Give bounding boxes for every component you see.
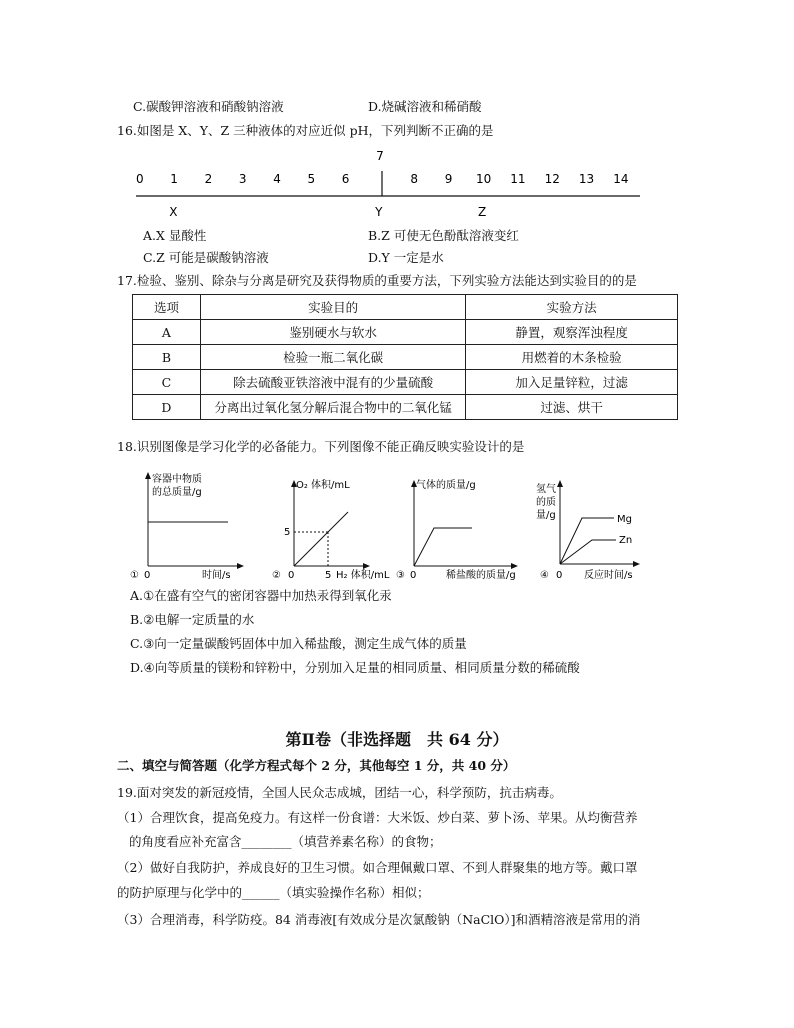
- table-cell: 除去硫酸亚铁溶液中混有的少量硫酸: [200, 370, 465, 395]
- q16-option-a: A.X 显酸性: [143, 228, 207, 243]
- graph-4-line-mg: [560, 518, 614, 564]
- q16-stem: 16.如图是 X、Y、Z 三种液体的对应近似 pH，下列判断不正确的是: [117, 123, 494, 138]
- graph-3-origin: 0: [410, 570, 417, 581]
- table-header: 选项: [133, 295, 201, 320]
- q19-part-1: （1）合理饮食，提高免疫力。有这样一份食谱：大米饭、炒白菜、萝卜汤、苹果。从均衡营养: [117, 810, 638, 825]
- graph-2: [270, 476, 400, 584]
- arrow-icon: [363, 563, 370, 569]
- arrow-icon: [145, 472, 151, 479]
- q19-stem: 19.面对突发的新冠疫情，全国人民众志成城，团结一心，科学预防，抗击病毒。: [117, 785, 562, 800]
- table-cell: 过滤、烘干: [466, 395, 678, 420]
- ph-tick-label: 10: [476, 172, 492, 186]
- graph-1-origin: 0: [144, 570, 151, 581]
- ph-tick-label: 8: [410, 172, 419, 186]
- arrow-icon: [511, 563, 518, 569]
- q18-option-b: B.②电解一定质量的水: [130, 612, 255, 627]
- q18-option-d: D.④向等质量的镁粉和锌粉中，分别加入足量的相同质量、相同质量分数的稀硫酸: [130, 660, 580, 675]
- q17-stem: 17.检验、鉴别、除杂与分离是研究及获得物质的重要方法，下列实验方法能达到实验目的的是: [117, 273, 637, 288]
- graph-1-ylabel: 容器中物质: [152, 474, 202, 485]
- graph-4-line-zn: [560, 540, 616, 564]
- table-row: [133, 345, 678, 370]
- table-cell: D: [133, 395, 201, 420]
- table-cell: C: [133, 370, 201, 395]
- q19-part-2-cont: 的防护原理与化学中的______（填实验操作名称）相似；: [117, 885, 430, 900]
- q16-option-c: C.Z 可能是碳酸钠溶液: [143, 250, 269, 265]
- ph-point-label: X: [169, 205, 178, 219]
- q19-part-3: （3）合理消毒，科学防疫。84 消毒液[有效成分是次氯酸钠（NaClO）]和酒精溶液是常用的消: [117, 912, 641, 927]
- ph-scale: [120, 145, 660, 225]
- table-header: 实验方法: [466, 295, 678, 320]
- graph-4-origin: 0: [556, 570, 563, 581]
- ph-tick-label: 6: [341, 172, 350, 186]
- q18-stem: 18.识别图像是学习化学的必备能力。下列图像不能正确反映实验设计的是: [117, 439, 525, 454]
- graph-4: [536, 478, 646, 584]
- q18-option-c: C.③向一定量碳酸钙固体中加入稀盐酸，测定生成气体的质量: [130, 636, 467, 651]
- table-cell: 分离出过氧化氢分解后混合物中的二氧化锰: [200, 395, 465, 420]
- arrow-icon: [557, 480, 563, 487]
- graph-4-series-mg: Mg: [617, 514, 632, 525]
- ph-tick-label: 14: [613, 172, 629, 186]
- graph-2-origin: 0: [288, 570, 295, 581]
- graph-4-ylabel: 量/g: [536, 510, 556, 521]
- q17-table: [132, 294, 678, 420]
- table-cell: 鉴别硬水与软水: [200, 320, 465, 345]
- graph-3-ylabel: 气体的质量/g: [416, 480, 476, 491]
- graph-2-ytick: 5: [284, 527, 291, 538]
- q18-option-a: A.①在盛有空气的密闭容器中加热汞得到氧化汞: [130, 588, 392, 603]
- ph-tick-label: 7: [376, 149, 384, 163]
- graph-4-series-zn: Zn: [619, 535, 633, 546]
- ph-tick-label: 1: [170, 172, 178, 186]
- graph-1-ylabel: 的总质量/g: [152, 487, 202, 498]
- arrow-icon: [237, 563, 244, 569]
- ph-tick-label: 2: [204, 172, 213, 186]
- ph-tick-label: 11: [510, 172, 526, 186]
- graph-2-number: ②: [272, 570, 281, 581]
- table-cell: 加入足量锌粒，过滤: [466, 370, 678, 395]
- ph-tick-label: 3: [238, 172, 247, 186]
- graph-2-line: [294, 512, 348, 566]
- graph-4-ylabel: 的质: [536, 497, 556, 508]
- ph-tick-label: 4: [273, 172, 281, 186]
- q19-part-2: （2）做好自我防护，养成良好的卫生习惯。如合理佩戴口罩、不到人群聚集的地方等。戴口罩: [117, 860, 638, 875]
- graph-2-xlabel: H₂ 体积/mL: [336, 570, 390, 581]
- graph-2-xtick: 5: [325, 570, 332, 581]
- table-cell: B: [133, 345, 201, 370]
- q15-option-d: D.烧碱溶液和稀硝酸: [368, 99, 482, 114]
- graph-3-number: ③: [396, 570, 405, 581]
- q16-option-d: D.Y 一定是水: [368, 250, 444, 265]
- table-header: 实验目的: [200, 295, 465, 320]
- q15-option-c: C.碳酸钾溶液和硝酸钠溶液: [133, 99, 284, 114]
- graph-3: [396, 476, 526, 584]
- q19-part-1-cont: 的角度看应补充富含________（填营养素名称）的食物；: [129, 834, 442, 849]
- graph-4-number: ④: [540, 570, 549, 581]
- table-row: [133, 370, 678, 395]
- ph-point-label: Z: [478, 205, 487, 219]
- ph-tick-label: 9: [444, 172, 453, 186]
- graph-4-xlabel: 反应时间/s: [584, 570, 633, 581]
- ph-tick-label: 0: [136, 172, 144, 186]
- table-row: [133, 395, 678, 420]
- section-heading: 二、填空与简答题（化学方程式每个 2 分，其他每空 1 分，共 40 分）: [117, 758, 516, 773]
- table-cell: A: [133, 320, 201, 345]
- part-2-title: 第Ⅱ卷（非选择题 共 64 分）: [285, 730, 509, 749]
- graph-2-ylabel: O₂ 体积/mL: [296, 480, 350, 491]
- graph-3-line: [414, 528, 472, 566]
- graph-1-number: ①: [130, 570, 139, 581]
- table-row: [133, 320, 678, 345]
- graph-1: [128, 468, 248, 584]
- ph-tick-label: 13: [578, 172, 595, 186]
- graph-4-ylabel: 氢气: [536, 484, 556, 495]
- ph-tick-label: 5: [307, 172, 316, 186]
- q16-option-b: B.Z 可使无色酚酞溶液变红: [368, 228, 519, 243]
- arrow-icon: [633, 561, 640, 567]
- table-cell: 检验一瓶二氧化碳: [200, 345, 465, 370]
- ph-point-label: Y: [375, 205, 383, 219]
- table-cell: 静置，观察浑浊程度: [466, 320, 678, 345]
- graph-3-xlabel: 稀盐酸的质量/g: [446, 570, 516, 581]
- table-header-row: [133, 295, 678, 320]
- table-cell: 用燃着的木条检验: [466, 345, 678, 370]
- graph-1-xlabel: 时间/s: [202, 570, 231, 581]
- ph-tick-label: 12: [544, 172, 560, 186]
